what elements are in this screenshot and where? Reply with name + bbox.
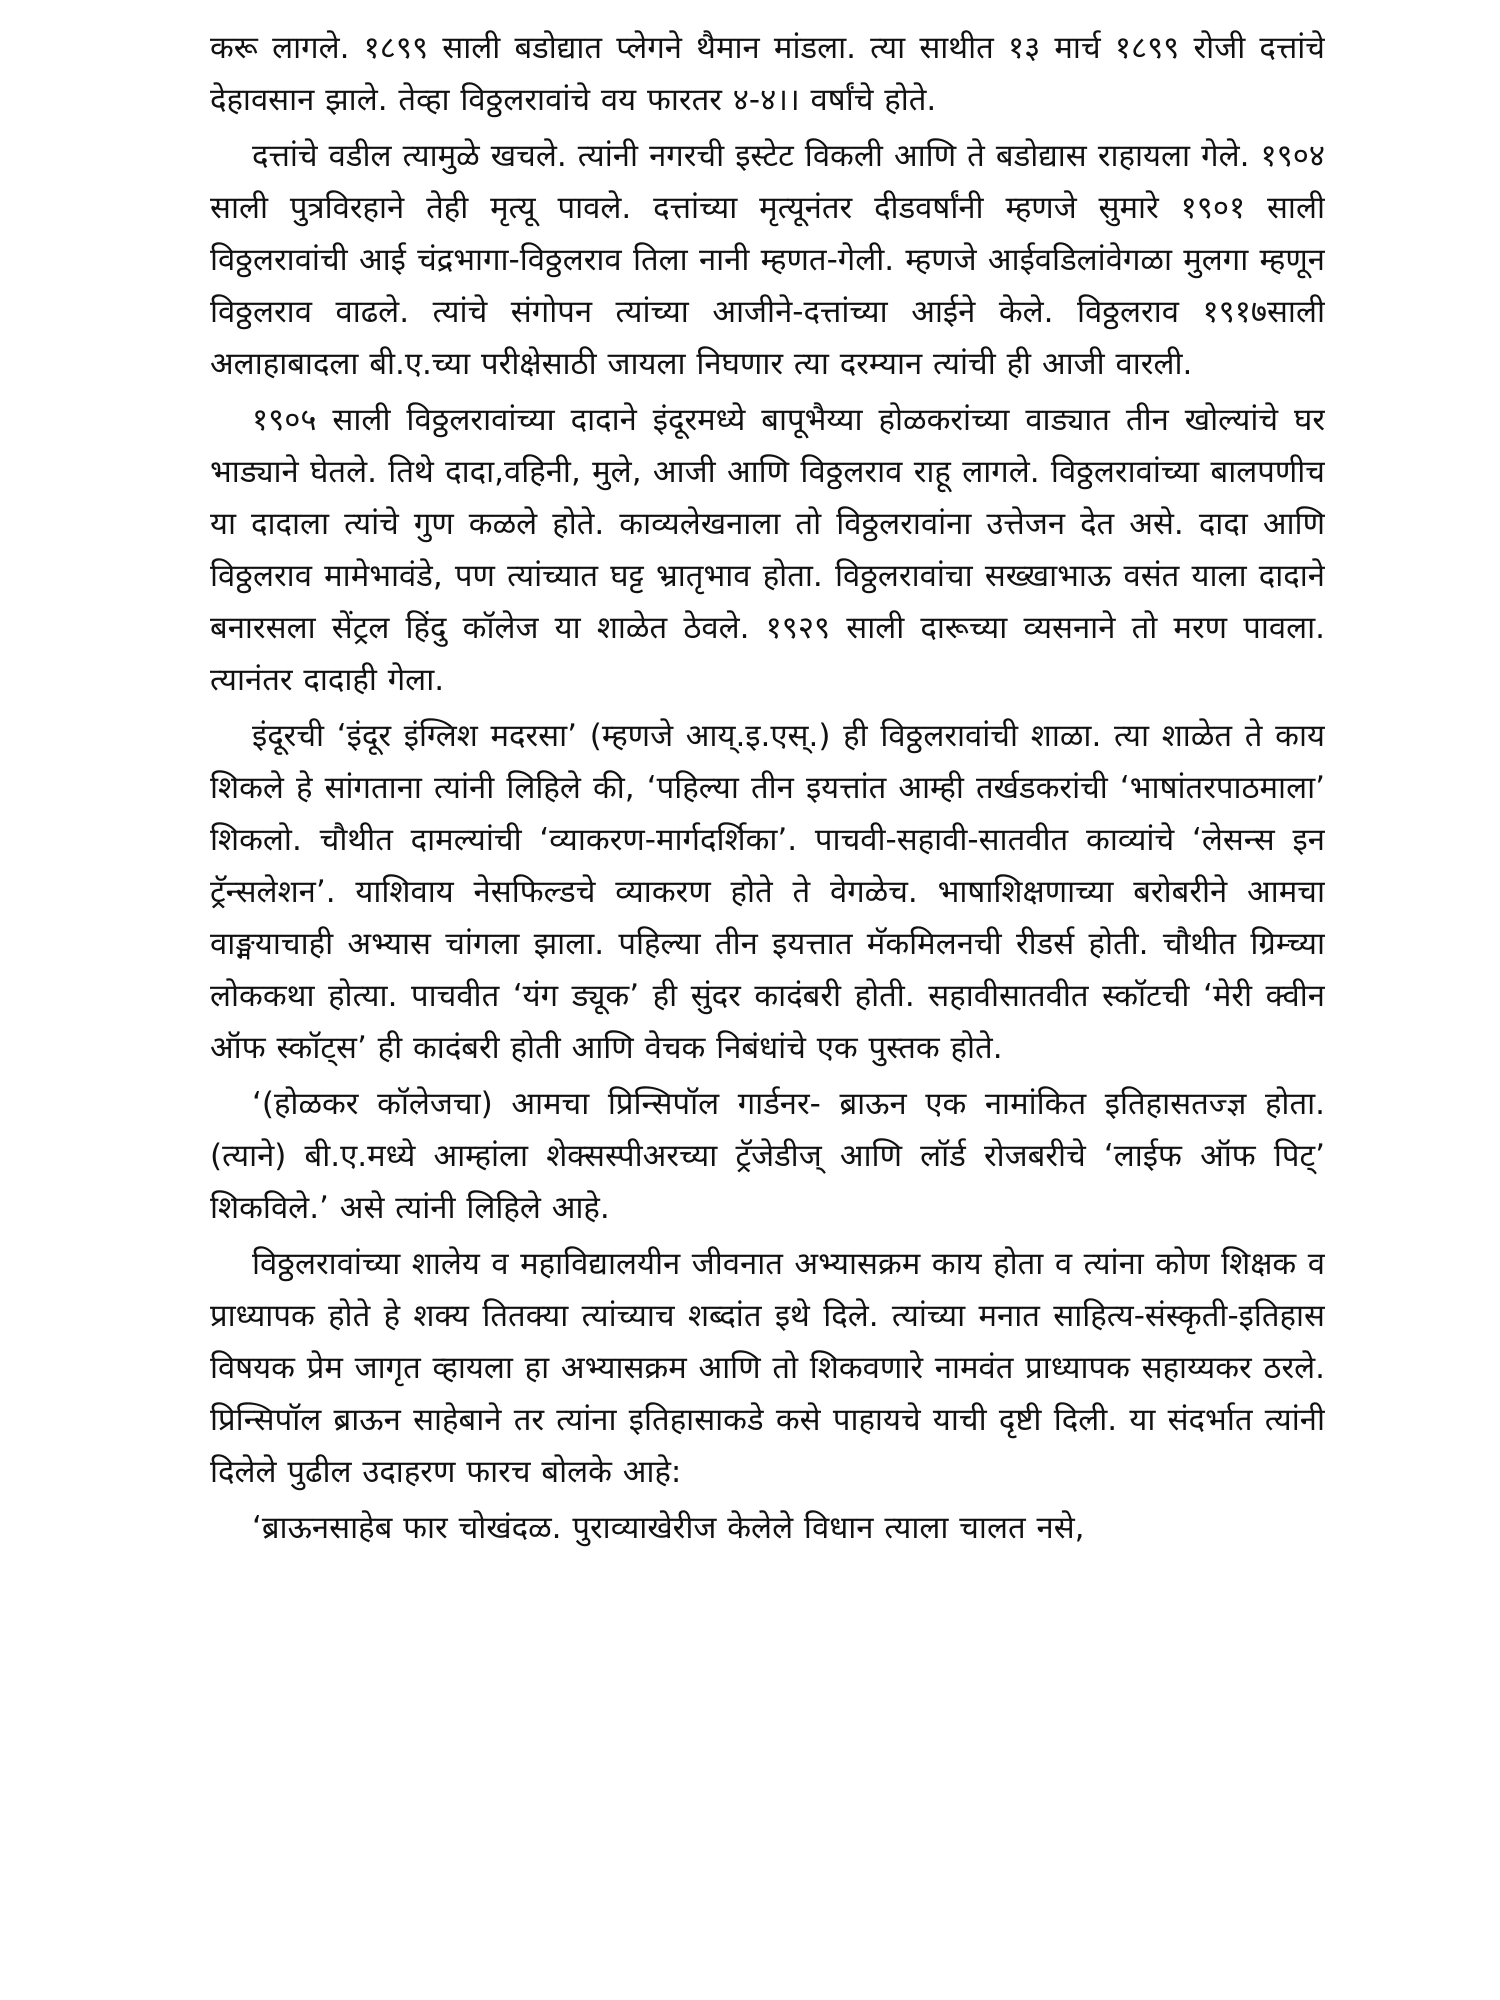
paragraph-1: करू लागले. १८९९ साली बडोद्यात प्लेगने थैमान मांडला. त्या साथीत १३ मार्च १८९९ रोजी दत्तांचे देहावसान झाले. तेव्हा विठ्ठलरावांचे वय फारतर ४-४।। वर्षांचे होते. <box>210 30 1325 118</box>
paragraph-7: ‘ब्राऊनसाहेब फार चोखंदळ. पुराव्याखेरीज केलेले विधान त्याला चालत नसे, <box>252 1510 1085 1546</box>
document-page <box>210 22 1325 1982</box>
paragraph-5: ‘(होळकर कॉलेजचा) आमचा प्रिन्सिपॉल गार्डनर- ब्राऊन एक नामांकित इतिहासतज्ज्ञ होता. (त्याने) बी.ए.मध्ये आम्हांला शेक्सस्पीअरच्या ट्रॅजेडीज् आणि लॉर्ड रोजबरीचे ‘लाईफ ऑफ पिट्’ शिकविले.’ असे त्यांनी लिहिले आहे. <box>210 1086 1325 1226</box>
paragraph-4: इंदूरची ‘इंदूर इंग्लिश मदरसा’ (म्हणजे आय्.इ.एस्.) ही विठ्ठलरावांची शाळा. त्या शाळेत ते काय शिकले हे सांगताना त्यांनी लिहिले की, ‘पहिल्या तीन इयत्तांत आम्ही तर्खडकरांची ‘भाषांतरपाठमाला’ शिकलो. चौथीत दामल्यांची ‘व्याकरण-मार्गदर्शिका’. पाचवी-सहावी-सातवीत काव्यांचे ‘लेसन्स इन ट्रॅन्सलेशन’. याशिवाय नेसफिल्डचे व्याकरण होते ते वेगळेच. भाषाशिक्षणाच्या बरोबरीने आमचा वाङ्मयाचाही अभ्यास चांगला झाला. पहिल्या तीन इयत्तात मॅकमिलनची रीडर्स होती. चौथीत ग्रिम्च्या लोककथा होत्या. पाचवीत ‘यंग ड्यूक’ ही सुंदर कादंबरी होती. सहावीसातवीत स्कॉटची ‘मेरी क्वीन ऑफ स्कॉट्स’ ही कादंबरी होती आणि वेचक निबंधांचे एक पुस्तक होते. <box>210 718 1325 1066</box>
paragraph-2: दत्तांचे वडील त्यामुळे खचले. त्यांनी नगरची इस्टेट विकली आणि ते बडोद्यास राहायला गेले. १९०४ साली पुत्रविरहाने तेही मृत्यू पावले. दत्तांच्या मृत्यूनंतर दीडवर्षांनी म्हणजे सुमारे १९०१ साली विठ्ठलरावांची आई चंद्रभागा-विठ्ठलराव तिला नानी म्हणत-गेली. म्हणजे आईवडिलांवेगळा मुलगा म्हणून विठ्ठलराव वाढले. त्यांचे संगोपन त्यांच्या आजीने-दत्तांच्या आईने केले. विठ्ठलराव १९१७साली अलाहाबादला बी.ए.च्या परीक्षेसाठी जायला निघणार त्या दरम्यान त्यांची ही आजी वारली. <box>210 138 1325 382</box>
paragraph-6: विठ्ठलरावांच्या शालेय व महाविद्यालयीन जीवनात अभ्यासक्रम काय होता व त्यांना कोण शिक्षक व प्राध्यापक होते हे शक्य तितक्या त्यांच्याच शब्दांत इथे दिले. त्यांच्या मनात साहित्य-संस्कृती-इतिहास विषयक प्रेम जागृत व्हायला हा अभ्यासक्रम आणि तो शिकवणारे नामवंत प्राध्यापक सहाय्यकर ठरले. प्रिन्सिपॉल ब्राऊन साहेबाने तर त्यांना इतिहासाकडे कसे पाहायचे याची दृष्टी दिली. या संदर्भात त्यांनी दिलेले पुढील उदाहरण फारच बोलके आहे: <box>210 1246 1325 1490</box>
paragraph-3: १९०५ साली विठ्ठलरावांच्या दादाने इंदूरमध्ये बापूभैय्या होळकरांच्या वाड्यात तीन खोल्यांचे घर भाड्याने घेतले. तिथे दादा,वहिनी, मुले, आजी आणि विठ्ठलराव राहू लागले. विठ्ठलरावांच्या बालपणीच या दादाला त्यांचे गुण कळले होते. काव्यलेखनाला तो विठ्ठलरावांना उत्तेजन देत असे. दादा आणि विठ्ठलराव मामेभावंडे, पण त्यांच्यात घट्ट भ्रातृभाव होता. विठ्ठलरावांचा सख्खाभाऊ वसंत याला दादाने बनारसला सेंट्रल हिंदु कॉलेज या शाळेत ठेवले. १९२९ साली दारूच्या व्यसनाने तो मरण पावला. त्यानंतर दादाही गेला. <box>210 402 1325 698</box>
